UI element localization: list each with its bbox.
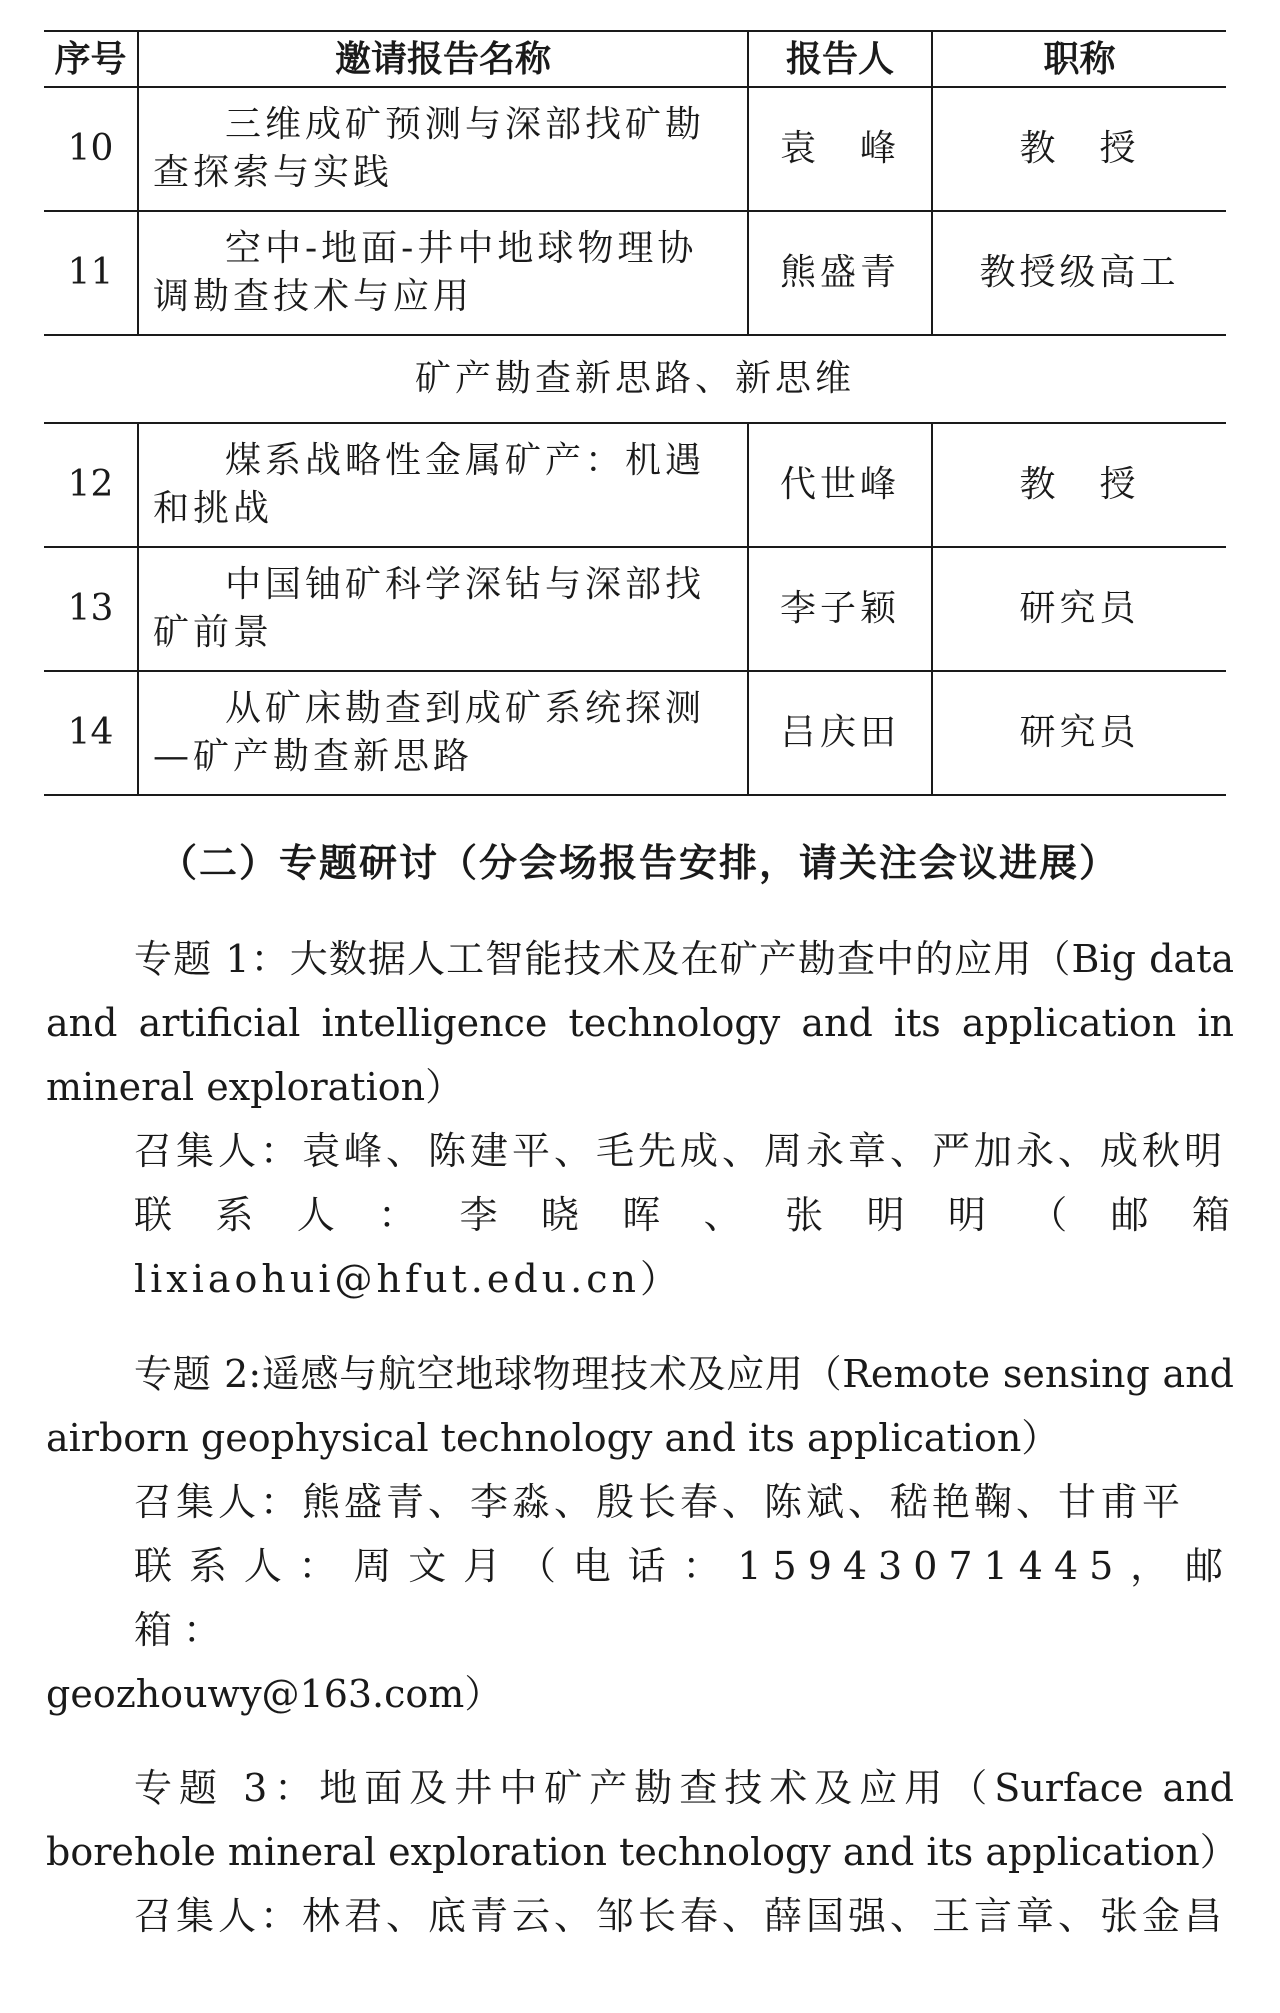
topic-block [46, 927, 1234, 1311]
row-number: 13 [44, 547, 138, 671]
report-title: 三维成矿预测与深部找矿勘查探索与实践 [138, 87, 748, 211]
report-title: 从矿床勘查到成矿系统探测—矿产勘查新思路 [138, 671, 748, 795]
topic-title: 专题 2:遥感与航空地球物理技术及应用（Remote sensing and airborn geophysical technology and its application） [46, 1352, 1234, 1460]
topic-conveners: 召集人：林君、底青云、邹长春、薛国强、王言章、张金昌 [134, 1894, 1227, 1938]
speaker-rank: 教 授 [932, 87, 1226, 211]
speaker-name: 李子颖 [748, 547, 932, 671]
topic-block [46, 1342, 1234, 1726]
header-speaker: 报告人 [748, 31, 932, 87]
speaker-rank: 研究员 [932, 547, 1226, 671]
speaker-name: 袁 峰 [748, 87, 932, 211]
report-title: 空中-地面-井中地球物理协调勘查技术与应用 [138, 211, 748, 335]
header-report-title: 邀请报告名称 [138, 31, 748, 87]
speaker-rank: 教 授 [932, 423, 1226, 547]
table-header-row [44, 31, 1226, 87]
topic-block [46, 1756, 1238, 1948]
section-title: 矿产勘查新思路、新思维 [44, 335, 1226, 423]
topic-title: 专题 3：地面及井中矿产勘查技术及应用（Surface and borehole mineral exploration technology and its application） [46, 1766, 1238, 1874]
row-number: 14 [44, 671, 138, 795]
topic-title: 专题 1：大数据人工智能技术及在矿产勘查中的应用（Big data and artificial intelligence technology and its application in mineral exploration） [46, 937, 1234, 1109]
speaker-name: 吕庆田 [748, 671, 932, 795]
section-row [44, 335, 1226, 423]
speaker-rank: 研究员 [932, 671, 1226, 795]
invited-report-table [44, 30, 1226, 796]
header-number: 序号 [44, 31, 138, 87]
topic-contact-email: geozhouwy@163.com） [46, 1672, 503, 1716]
speaker-name: 熊盛青 [748, 211, 932, 335]
header-rank: 职称 [932, 31, 1226, 87]
topic-conveners: 召集人：袁峰、陈建平、毛先成、周永章、严加永、成秋明 [134, 1129, 1227, 1173]
session-heading: （二）专题研讨（分会场报告安排，请关注会议进展） [158, 840, 1119, 885]
row-number: 10 [44, 87, 138, 211]
report-title: 中国铀矿科学深钻与深部找矿前景 [138, 547, 748, 671]
topic-contact: 联系人：周文月（电话：15943071445，邮箱： [134, 1544, 1234, 1652]
table-row [44, 547, 1226, 671]
topic-contact: 联系人：李晓晖、张明明（邮箱 lixiaohui@hfut.edu.cn） [134, 1193, 1234, 1301]
speaker-name: 代世峰 [748, 423, 932, 547]
row-number: 11 [44, 211, 138, 335]
report-title: 煤系战略性金属矿产：机遇和挑战 [138, 423, 748, 547]
table-row [44, 423, 1226, 547]
table-row [44, 671, 1226, 795]
row-number: 12 [44, 423, 138, 547]
table-row [44, 87, 1226, 211]
speaker-rank: 教授级高工 [932, 211, 1226, 335]
table-row [44, 211, 1226, 335]
topic-conveners: 召集人：熊盛青、李淼、殷长春、陈斌、嵇艳鞠、甘甫平 [134, 1480, 1185, 1524]
